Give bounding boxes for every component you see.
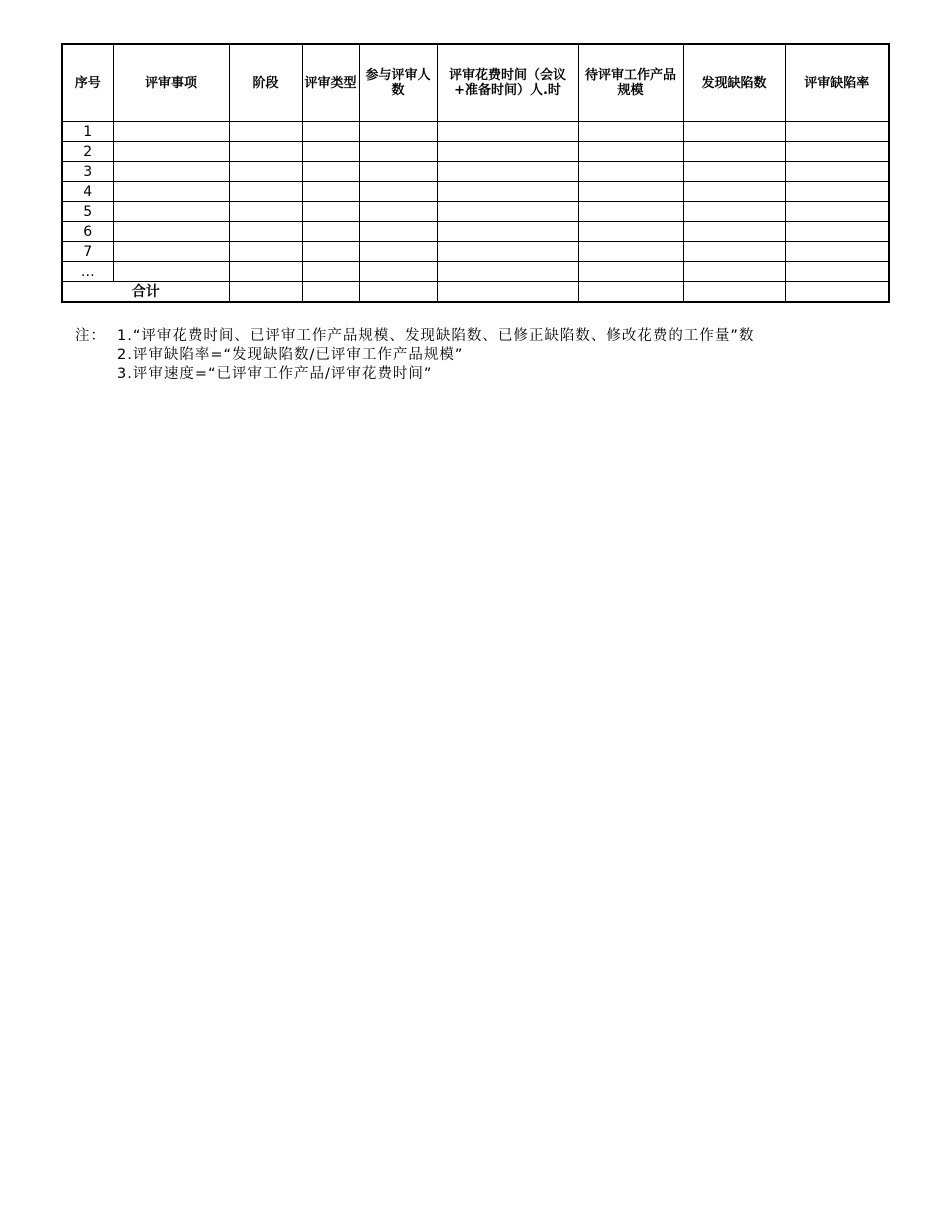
cell-defects-found[interactable]	[683, 182, 785, 202]
cell-defects-found[interactable]	[683, 162, 785, 182]
cell-participants[interactable]	[359, 202, 437, 222]
row-seq: 7	[62, 242, 113, 262]
table-row	[62, 162, 889, 182]
cell-defects-found[interactable]	[683, 242, 785, 262]
total-participants[interactable]	[359, 282, 437, 303]
cell-review-type[interactable]	[302, 242, 359, 262]
review-data-sheet	[61, 43, 950, 303]
cell-participants[interactable]	[359, 242, 437, 262]
cell-defect-rate[interactable]	[785, 162, 889, 182]
cell-review-time[interactable]	[437, 142, 578, 162]
table-row	[62, 222, 889, 242]
row-seq: 2	[62, 142, 113, 162]
header-seq: 序号	[62, 44, 113, 122]
note-item: 2.评审缺陷率=“发现缺陷数/已评审工作产品规模”	[117, 347, 464, 363]
cell-defect-rate[interactable]	[785, 242, 889, 262]
cell-review-item[interactable]	[113, 222, 229, 242]
note-line	[75, 346, 950, 365]
cell-defects-found[interactable]	[683, 202, 785, 222]
note-line	[75, 365, 950, 384]
header-row	[62, 44, 889, 122]
cell-product-size[interactable]	[578, 242, 683, 262]
header-phase: 阶段	[229, 44, 302, 122]
cell-review-item[interactable]	[113, 242, 229, 262]
cell-defects-found[interactable]	[683, 262, 785, 282]
header-review-item: 评审事项	[113, 44, 229, 122]
header-product-size: 待评审工作产品规模	[578, 44, 683, 122]
cell-review-time[interactable]	[437, 222, 578, 242]
row-seq: 4	[62, 182, 113, 202]
cell-review-type[interactable]	[302, 182, 359, 202]
header-participants: 参与评审人数	[359, 44, 437, 122]
cell-phase[interactable]	[229, 142, 302, 162]
total-phase[interactable]	[229, 282, 302, 303]
cell-review-type[interactable]	[302, 162, 359, 182]
note-item: 1.“评审花费时间、已评审工作产品规模、发现缺陷数、已修正缺陷数、修改花费的工作量”数	[117, 328, 755, 344]
cell-review-item[interactable]	[113, 142, 229, 162]
cell-review-time[interactable]	[437, 122, 578, 142]
cell-review-time[interactable]	[437, 242, 578, 262]
cell-defects-found[interactable]	[683, 142, 785, 162]
total-review-time[interactable]	[437, 282, 578, 303]
cell-product-size[interactable]	[578, 202, 683, 222]
cell-review-type[interactable]	[302, 262, 359, 282]
cell-product-size[interactable]	[578, 142, 683, 162]
header-defects-found: 发现缺陷数	[683, 44, 785, 122]
cell-participants[interactable]	[359, 222, 437, 242]
table-row	[62, 242, 889, 262]
row-seq: 6	[62, 222, 113, 242]
cell-phase[interactable]	[229, 222, 302, 242]
header-defect-rate: 评审缺陷率	[785, 44, 889, 122]
row-seq: 5	[62, 202, 113, 222]
cell-participants[interactable]	[359, 122, 437, 142]
cell-review-item[interactable]	[113, 182, 229, 202]
cell-review-type[interactable]	[302, 122, 359, 142]
row-seq: 1	[62, 122, 113, 142]
cell-defects-found[interactable]	[683, 122, 785, 142]
review-statistics-table	[61, 43, 890, 303]
cell-product-size[interactable]	[578, 222, 683, 242]
cell-defects-found[interactable]	[683, 222, 785, 242]
cell-defect-rate[interactable]	[785, 222, 889, 242]
cell-product-size[interactable]	[578, 262, 683, 282]
cell-review-item[interactable]	[113, 162, 229, 182]
total-row	[62, 282, 889, 303]
header-review-time: 评审花费时间（会议+准备时间）人.时	[437, 44, 578, 122]
cell-defect-rate[interactable]	[785, 122, 889, 142]
cell-defect-rate[interactable]	[785, 142, 889, 162]
cell-phase[interactable]	[229, 182, 302, 202]
total-defects-found[interactable]	[683, 282, 785, 303]
total-label: 合计	[62, 282, 229, 303]
cell-review-item[interactable]	[113, 202, 229, 222]
table-row	[62, 202, 889, 222]
cell-review-time[interactable]	[437, 162, 578, 182]
note-line	[75, 327, 950, 346]
note-item: 3.评审速度=“已评审工作产品/评审花费时间”	[117, 366, 433, 382]
cell-participants[interactable]	[359, 142, 437, 162]
cell-participants[interactable]	[359, 262, 437, 282]
row-seq: 3	[62, 162, 113, 182]
total-product-size[interactable]	[578, 282, 683, 303]
total-defect-rate[interactable]	[785, 282, 889, 303]
header-review-type: 评审类型	[302, 44, 359, 122]
cell-phase[interactable]	[229, 202, 302, 222]
cell-review-type[interactable]	[302, 142, 359, 162]
cell-review-type[interactable]	[302, 202, 359, 222]
total-review-type[interactable]	[302, 282, 359, 303]
cell-participants[interactable]	[359, 162, 437, 182]
row-seq: …	[62, 262, 113, 282]
cell-defect-rate[interactable]	[785, 202, 889, 222]
cell-review-time[interactable]	[437, 202, 578, 222]
cell-review-type[interactable]	[302, 222, 359, 242]
cell-defect-rate[interactable]	[785, 262, 889, 282]
cell-phase[interactable]	[229, 242, 302, 262]
cell-participants[interactable]	[359, 182, 437, 202]
cell-product-size[interactable]	[578, 182, 683, 202]
table-row	[62, 262, 889, 282]
notes-section	[75, 327, 950, 384]
cell-product-size[interactable]	[578, 122, 683, 142]
cell-defect-rate[interactable]	[785, 182, 889, 202]
cell-review-time[interactable]	[437, 262, 578, 282]
cell-review-item[interactable]	[113, 122, 229, 142]
table-row	[62, 122, 889, 142]
table-row	[62, 142, 889, 162]
cell-phase[interactable]	[229, 122, 302, 142]
cell-review-time[interactable]	[437, 182, 578, 202]
cell-review-item[interactable]	[113, 262, 229, 282]
cell-product-size[interactable]	[578, 162, 683, 182]
table-row	[62, 182, 889, 202]
notes-prefix: 注：	[75, 328, 106, 344]
cell-phase[interactable]	[229, 162, 302, 182]
cell-phase[interactable]	[229, 262, 302, 282]
